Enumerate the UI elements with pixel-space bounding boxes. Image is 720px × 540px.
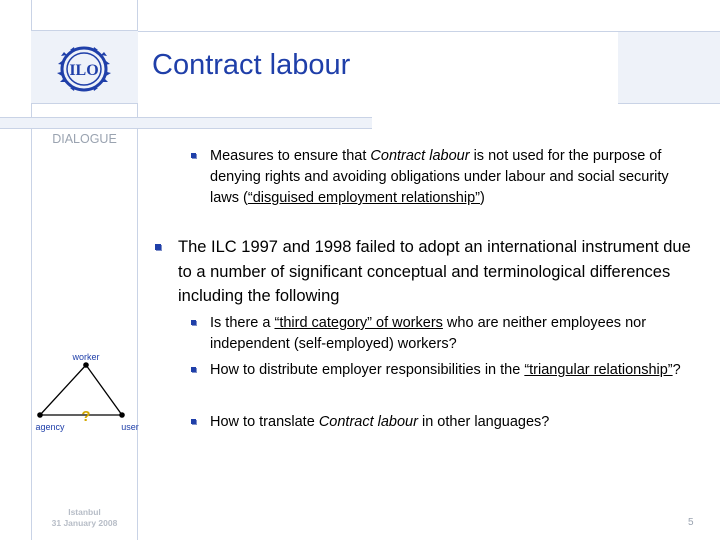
header-band <box>0 117 372 129</box>
bullet-triangular-relationship <box>210 360 700 381</box>
node-worker <box>83 362 89 368</box>
node-agency <box>37 412 43 418</box>
bullet-third-category <box>210 313 700 355</box>
bullet-text: The ILC 1997 and 1998 failed to adopt an international instrument due to a number of significant conceptual and terminological differences including the following <box>178 238 691 305</box>
triangular-relationship-diagram <box>30 348 140 434</box>
bullet-emphasis: Contract labour <box>370 148 470 164</box>
bullet-marker <box>191 153 196 158</box>
page-number: 5 <box>688 517 694 528</box>
footer-location <box>31 507 138 529</box>
bullet-disguised-employment <box>210 146 690 209</box>
ilo-logo-icon <box>52 44 116 94</box>
bullet-underline: “triangular relationship” <box>524 362 673 378</box>
bullet-emphasis: Contract labour <box>318 414 418 430</box>
bullet-text: How to translate <box>210 414 319 430</box>
bullet-marker <box>191 419 196 424</box>
node-user <box>119 412 125 418</box>
bullet-text: Is there a <box>210 315 275 331</box>
bullet-text: ? <box>672 362 681 378</box>
bullet-translation <box>210 412 700 433</box>
diagram-label-user: user <box>121 422 139 432</box>
section-label: DIALOGUE <box>52 132 117 146</box>
footer-city: Istanbul <box>68 507 101 517</box>
bullet-marker <box>191 320 196 325</box>
diagram-label-agency: agency <box>35 422 65 432</box>
bullet-text: Measures to ensure that <box>210 148 371 164</box>
bullet-ilc-failure <box>178 235 698 309</box>
bullet-underline: “disguised employment relationship” <box>247 190 480 206</box>
diagram-label-worker: worker <box>72 352 100 362</box>
bullet-marker <box>155 244 161 250</box>
logo-text: ILO <box>69 62 99 79</box>
page-title: Contract labour <box>152 49 351 81</box>
bullet-text: ) <box>480 190 485 206</box>
bullet-underline: “third category” of workers <box>274 315 443 331</box>
left-column-top <box>31 0 138 31</box>
title-band-right-panel <box>618 31 720 104</box>
bullet-text: who are neither employees nor independent (self-employed) workers? <box>210 315 647 352</box>
bullet-marker <box>191 367 196 372</box>
footer-date: 31 January 2008 <box>51 518 118 528</box>
bullet-text: How to distribute employer responsibilities in the <box>210 362 525 378</box>
bullet-text: in other languages? <box>417 414 550 430</box>
diagram-question-mark: ? <box>81 408 91 425</box>
bullet-text: is not used for the purpose of denying rights and avoiding obligations under labour and social security laws ( <box>210 148 669 206</box>
